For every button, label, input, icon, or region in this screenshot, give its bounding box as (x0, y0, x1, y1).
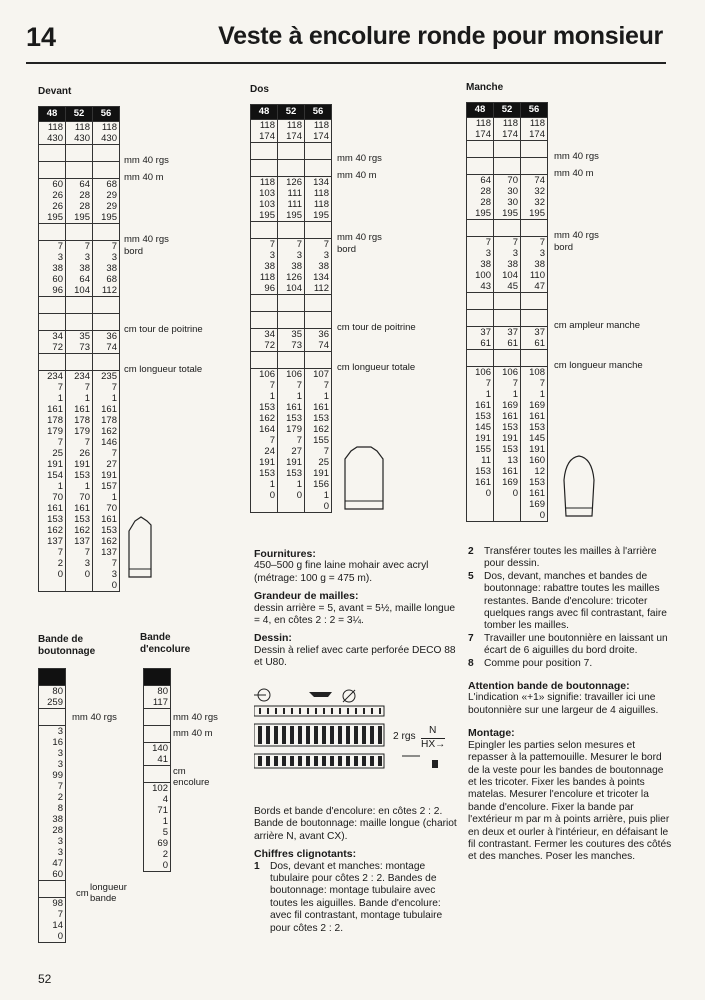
table-label: mm 40 rgs (554, 230, 599, 241)
needle-mark (307, 708, 309, 714)
size-header: 56 (93, 107, 120, 122)
table-row (251, 312, 332, 329)
needle-mark (363, 708, 365, 714)
table-row (39, 709, 66, 726)
table-cell: 7 3 38 100 43 (467, 237, 494, 293)
size-header-row (251, 105, 332, 120)
table-label: mm 40 m (337, 170, 377, 181)
needle-mark (347, 708, 349, 714)
montage-text: Epingler les parties selon mesures et repasser à la pattemouille. Mesurer le bord de la veste pour les bandes de boutonnage et les tricoter. Fixer les bandes à points matelas. Mesurer l'encolure et tricoter la bande d'encolure. Fixer la bande par l'extérieur m par m à points arrière, puis plier en deux et ourler à l'intérieur, en défaisant le fil contrastant. Fermer les coutures des côtés et des manches. Poser les manches. (468, 739, 672, 863)
needle-mark (323, 708, 325, 714)
dessin-text: Dessin à relief avec carte perforée DECO 88 et U80. (254, 644, 456, 669)
table-cell: 235 7 1 161 178 162 146 7 27 191 157 1 70 161 153 162 137 7 3 0 (93, 371, 120, 592)
needle-mark (266, 726, 270, 744)
table-row (251, 143, 332, 160)
table-cell (39, 224, 66, 241)
needle-mark (298, 726, 302, 744)
table-cell (278, 143, 305, 160)
size-header: 48 (251, 105, 278, 120)
size-header: 52 (66, 107, 93, 122)
needle-mark (338, 726, 342, 744)
table-cell (521, 158, 548, 175)
bb-label-rgs: mm 40 rgs (72, 712, 117, 723)
black-cell (39, 669, 66, 686)
table-cell (467, 220, 494, 237)
table-cell: 106 7 1 169 161 153 191 153 13 161 169 0 (494, 367, 521, 522)
footer-page-number: 52 (38, 972, 52, 986)
chiffres-block (254, 806, 460, 935)
table-cell (278, 352, 305, 369)
table-row (39, 686, 66, 709)
list-item: 5 Dos, devant, manches et bandes de boutonnage: rabattre toutes les mailles restantes. Bande d'encolure: tricoter quelques rangs avec fil contrastant, faire tomber les mailles. (468, 570, 667, 632)
table-row (144, 766, 171, 783)
table-row (39, 162, 120, 179)
bande-encolure-table (143, 668, 171, 872)
table-cell (66, 145, 93, 162)
section-devant-title: Devant (38, 86, 72, 97)
needle-mark (322, 726, 326, 744)
table-cell (251, 312, 278, 329)
table-label: mm 40 rgs (124, 155, 169, 166)
title-rule (26, 62, 666, 64)
table-cell: 35 73 (278, 329, 305, 352)
needle-mark (354, 726, 358, 744)
table-cell: 118 174 (521, 118, 548, 141)
table-label: bord (554, 242, 574, 253)
table-cell (305, 312, 332, 329)
table-cell: 118 430 (39, 122, 66, 145)
bords-text: Bords et bande d'encolure: en côtes 2 : 2. Bande de boutonnage: maille longue (chariot arrière N, avant CX). (254, 806, 457, 842)
fournitures-block (254, 548, 458, 670)
diagram-n-label: N (429, 725, 437, 736)
section-bande-encolure-title: Bande d'encolure (140, 632, 191, 655)
table-cell (278, 160, 305, 177)
table-cell (93, 162, 120, 179)
table-cell (39, 709, 66, 726)
needle-mark (314, 756, 318, 766)
table-label: cm longueur totale (337, 362, 416, 373)
table-row (144, 783, 171, 872)
table-row (144, 726, 171, 743)
table-cell: 36 74 (305, 329, 332, 352)
table-label: mm 40 rgs (337, 232, 382, 243)
needle-mark (306, 756, 310, 766)
instructions-block (468, 546, 672, 864)
table-cell: 140 41 (144, 743, 171, 766)
table-cell (251, 295, 278, 312)
table-row (251, 177, 332, 222)
table-cell: 118 430 (93, 122, 120, 145)
dos-schematic (341, 443, 387, 511)
table-cell: 80 259 (39, 686, 66, 709)
table-cell: 60 26 26 195 (39, 179, 66, 224)
needle-mark (275, 708, 277, 714)
table-cell (278, 295, 305, 312)
size-header: 56 (305, 105, 332, 120)
table-cell (66, 224, 93, 241)
diagram-rows-label: 2 rgs (393, 731, 416, 742)
table-cell: 7 3 38 68 112 (93, 241, 120, 297)
needle-mark (306, 726, 310, 744)
table-row (467, 118, 548, 141)
list-item: 2 Transférer toutes les mailles à l'arrière pour dessin. (468, 546, 657, 570)
table-cell (93, 297, 120, 314)
needle-mark (314, 726, 318, 744)
attention-text: L'indication «+1» signifie: travailler ici une boutonnière sur une largeur de 4 aiguilles. (468, 692, 659, 716)
table-cell (467, 310, 494, 327)
table-label: mm 40 m (554, 168, 594, 179)
table-cell: 70 30 30 195 (494, 175, 521, 220)
table-row (39, 314, 120, 331)
size-header: 56 (521, 103, 548, 118)
table-cell: 34 72 (251, 329, 278, 352)
table-cell (278, 312, 305, 329)
section-manche-title: Manche (466, 82, 504, 93)
be-label-encolure: cm encolure (173, 766, 210, 788)
table-row (39, 371, 120, 592)
table-label: cm ampleur manche (554, 320, 641, 331)
needle-mark (370, 756, 374, 766)
table-label: bord (124, 246, 144, 257)
devant-schematic (125, 515, 155, 579)
needle-mark (379, 708, 381, 714)
needle-mark (370, 726, 374, 744)
table-row (251, 329, 332, 352)
table-cell: 118 174 (251, 120, 278, 143)
needle-mark (274, 726, 278, 744)
chiffres-heading: Chiffres clignotants: (254, 848, 357, 861)
table-row (39, 122, 120, 145)
table-cell: 126 111 111 195 (278, 177, 305, 222)
table-cell (251, 352, 278, 369)
table-label: mm 40 rgs (124, 234, 169, 245)
be-label-m: mm 40 m (173, 728, 213, 739)
attention-heading: Attention bande de boutonnage: (468, 680, 630, 693)
table-cell (494, 141, 521, 158)
table-row (467, 293, 548, 310)
list-item: 1 Dos, devant et manches: montage tubulaire pour côtes 2 : 2. Bandes de boutonnage: montage tubulaire avec toutes les aiguilles. Bande d'encolure: avec fil contrastant, montage tubulaire pour côtes 2 : 2. (254, 860, 443, 934)
table-row (467, 350, 548, 367)
mailles-text: dessin arrière = 5, avant = 5½, maille longue = 4, en côtes 2 : 2 = 3¼. (254, 602, 456, 627)
table-cell: 118 103 103 195 (251, 177, 278, 222)
manche-table (466, 102, 548, 522)
table-cell (251, 143, 278, 160)
needle-mark (330, 726, 334, 744)
table-cell (494, 220, 521, 237)
diagram-hx-label: HX→ (421, 739, 446, 750)
devant-table (38, 106, 120, 592)
table-row (467, 220, 548, 237)
table-cell: 7 3 38 126 104 (278, 239, 305, 295)
table-row (467, 175, 548, 220)
table-row (144, 686, 171, 709)
table-cell: 106 7 1 161 153 145 191 155 11 153 161 0 (467, 367, 494, 522)
table-cell (305, 143, 332, 160)
table-cell: 37 61 (494, 327, 521, 350)
list-item: 8 Comme pour position 7. (468, 657, 593, 669)
size-header-row (39, 107, 120, 122)
needle-mark (322, 756, 326, 766)
needle-mark (355, 708, 357, 714)
table-row (251, 222, 332, 239)
size-header: 52 (278, 105, 305, 120)
table-cell (494, 350, 521, 367)
table-cell: 118 174 (305, 120, 332, 143)
table-label: mm 40 rgs (554, 151, 599, 162)
table-row (39, 297, 120, 314)
instructions-list (468, 546, 672, 670)
table-cell (467, 158, 494, 175)
table-row (251, 160, 332, 177)
table-cell (521, 220, 548, 237)
list-item: 7 Travailler une boutonnière en laissant un écart de 6 aiguilles du bord droite. (468, 632, 668, 657)
table-cell (144, 709, 171, 726)
table-cell (467, 293, 494, 310)
table-cell: 106 7 1 153 162 164 7 24 191 153 1 0 (251, 369, 278, 513)
table-row (39, 331, 120, 354)
table-cell (305, 160, 332, 177)
be-label-rgs: mm 40 rgs (173, 712, 218, 723)
table-cell: 68 29 29 195 (93, 179, 120, 224)
table-cell: 36 74 (93, 331, 120, 354)
table-row (251, 239, 332, 295)
needle-mark (378, 726, 382, 744)
table-row (39, 179, 120, 224)
bb-label-cm: cm (76, 888, 89, 899)
dos-table (250, 104, 332, 513)
table-cell (93, 314, 120, 331)
table-row (467, 327, 548, 350)
needle-mark (266, 756, 270, 766)
needle-mark (290, 756, 294, 766)
fournitures-heading: Fournitures: (254, 548, 316, 560)
needle-mark (290, 726, 294, 744)
needle-mark (258, 726, 262, 744)
table-cell (39, 297, 66, 314)
table-row (39, 726, 66, 881)
table-row (467, 237, 548, 293)
black-cell (144, 669, 171, 686)
table-cell (251, 222, 278, 239)
table-cell (305, 295, 332, 312)
table-cell (521, 293, 548, 310)
needle-mark (315, 708, 317, 714)
table-row (467, 141, 548, 158)
table-row (39, 354, 120, 371)
table-row (251, 352, 332, 369)
table-cell (305, 352, 332, 369)
table-cell: 37 61 (467, 327, 494, 350)
table-cell (66, 297, 93, 314)
table-label: cm longueur totale (124, 364, 203, 375)
table-cell: 234 7 1 161 178 179 7 26 191 153 1 70 161 153 162 137 7 3 0 (66, 371, 93, 592)
table-cell: 134 118 118 195 (305, 177, 332, 222)
table-cell (144, 726, 171, 743)
table-cell: 7 3 38 60 96 (39, 241, 66, 297)
table-label: cm tour de poitrine (124, 324, 203, 335)
table-cell: 7 3 38 134 112 (305, 239, 332, 295)
table-cell (494, 310, 521, 327)
page-title: Veste à encolure ronde pour monsieur (218, 22, 663, 50)
table-row (144, 709, 171, 726)
table-cell (39, 314, 66, 331)
table-cell (93, 224, 120, 241)
table-label: cm longueur manche (554, 360, 643, 371)
chiffres-list (254, 861, 460, 935)
needle-mark (282, 756, 286, 766)
table-cell (521, 310, 548, 327)
table-cell (278, 222, 305, 239)
size-header: 48 (467, 103, 494, 118)
dessin-heading: Dessin: (254, 632, 292, 645)
table-cell (494, 293, 521, 310)
bb-label-longueur: longueur bande (90, 882, 127, 904)
table-cell (66, 162, 93, 179)
table-row (144, 743, 171, 766)
needle-mark (291, 708, 293, 714)
table-row (467, 367, 548, 522)
needle-mark (338, 756, 342, 766)
table-cell: 3 16 3 3 99 7 2 8 38 28 3 3 47 60 (39, 726, 66, 881)
table-cell: 107 7 1 161 153 162 155 7 25 191 156 1 0 (305, 369, 332, 513)
page-number: 14 (26, 22, 57, 52)
table-cell (66, 314, 93, 331)
table-row (39, 881, 66, 898)
table-cell (305, 222, 332, 239)
table-cell: 118 174 (467, 118, 494, 141)
size-header-row (467, 103, 548, 118)
table-cell (467, 350, 494, 367)
needle-mark (346, 726, 350, 744)
table-row (39, 241, 120, 297)
table-label: mm 40 m (124, 172, 164, 183)
montage-heading: Montage: (468, 727, 515, 740)
table-cell: 234 7 1 161 178 179 7 25 191 154 1 70 161 153 162 137 7 2 0 (39, 371, 66, 592)
table-cell: 118 430 (66, 122, 93, 145)
table-row (251, 369, 332, 513)
table-label: bord (337, 244, 357, 255)
table-cell: 7 3 38 64 104 (66, 241, 93, 297)
table-cell: 106 7 1 161 153 179 7 27 191 153 1 0 (278, 369, 305, 513)
table-cell (39, 354, 66, 371)
table-cell (93, 354, 120, 371)
table-label: mm 40 rgs (337, 153, 382, 164)
table-cell: 7 3 38 110 47 (521, 237, 548, 293)
needle-mark (298, 756, 302, 766)
table-cell (66, 354, 93, 371)
black-header-row (39, 669, 66, 686)
table-cell: 108 7 1 169 161 153 145 191 160 12 153 161 169 0 (521, 367, 548, 522)
needle-mark (378, 756, 382, 766)
table-cell: 64 28 28 195 (467, 175, 494, 220)
table-cell (39, 881, 66, 898)
needle-mark (346, 756, 350, 766)
section-dos-title: Dos (250, 84, 269, 95)
section-bande-boutonnage-title: Bande de boutonnage (38, 634, 96, 657)
needle-mark (331, 708, 333, 714)
table-cell: 102 4 71 1 5 69 2 0 (144, 783, 171, 872)
needle-mark (330, 756, 334, 766)
table-cell: 64 28 28 195 (66, 179, 93, 224)
table-cell (39, 162, 66, 179)
needle-mark (354, 756, 358, 766)
table-cell (144, 766, 171, 783)
table-cell: 35 73 (66, 331, 93, 354)
needle-mark (339, 708, 341, 714)
table-cell (93, 145, 120, 162)
table-label: cm tour de poitrine (337, 322, 416, 333)
needle-mark (258, 756, 262, 766)
needle-mark (283, 708, 285, 714)
table-cell: 118 174 (494, 118, 521, 141)
table-cell (521, 350, 548, 367)
table-cell (467, 141, 494, 158)
table-cell (39, 145, 66, 162)
black-header-row (144, 669, 171, 686)
needle-mark (299, 708, 301, 714)
table-row (39, 145, 120, 162)
table-cell: 98 7 14 0 (39, 898, 66, 943)
needle-mark (274, 756, 278, 766)
fournitures-text: 450–500 g fine laine mohair avec acryl (métrage: 100 g = 475 m). (254, 560, 429, 584)
table-cell (251, 160, 278, 177)
table-cell: 74 32 32 195 (521, 175, 548, 220)
table-cell: 7 3 38 104 45 (494, 237, 521, 293)
mailles-heading: Grandeur de mailles: (254, 590, 359, 603)
bande-boutonnage-table (38, 668, 66, 943)
table-cell: 118 174 (278, 120, 305, 143)
size-header: 52 (494, 103, 521, 118)
size-header: 48 (39, 107, 66, 122)
table-row (39, 224, 120, 241)
table-cell: 34 72 (39, 331, 66, 354)
table-cell (521, 141, 548, 158)
table-cell: 7 3 38 118 96 (251, 239, 278, 295)
table-cell (494, 158, 521, 175)
table-row (251, 120, 332, 143)
needle-mark (362, 756, 366, 766)
needle-mark (259, 708, 261, 714)
table-row (467, 310, 548, 327)
table-cell: 37 61 (521, 327, 548, 350)
table-row (467, 158, 548, 175)
needle-mark (362, 726, 366, 744)
needle-mark (267, 708, 269, 714)
table-cell: 80 117 (144, 686, 171, 709)
table-row (39, 898, 66, 943)
manche-schematic (560, 452, 598, 518)
table-row (251, 295, 332, 312)
needle-mark (371, 708, 373, 714)
needle-mark (282, 726, 286, 744)
